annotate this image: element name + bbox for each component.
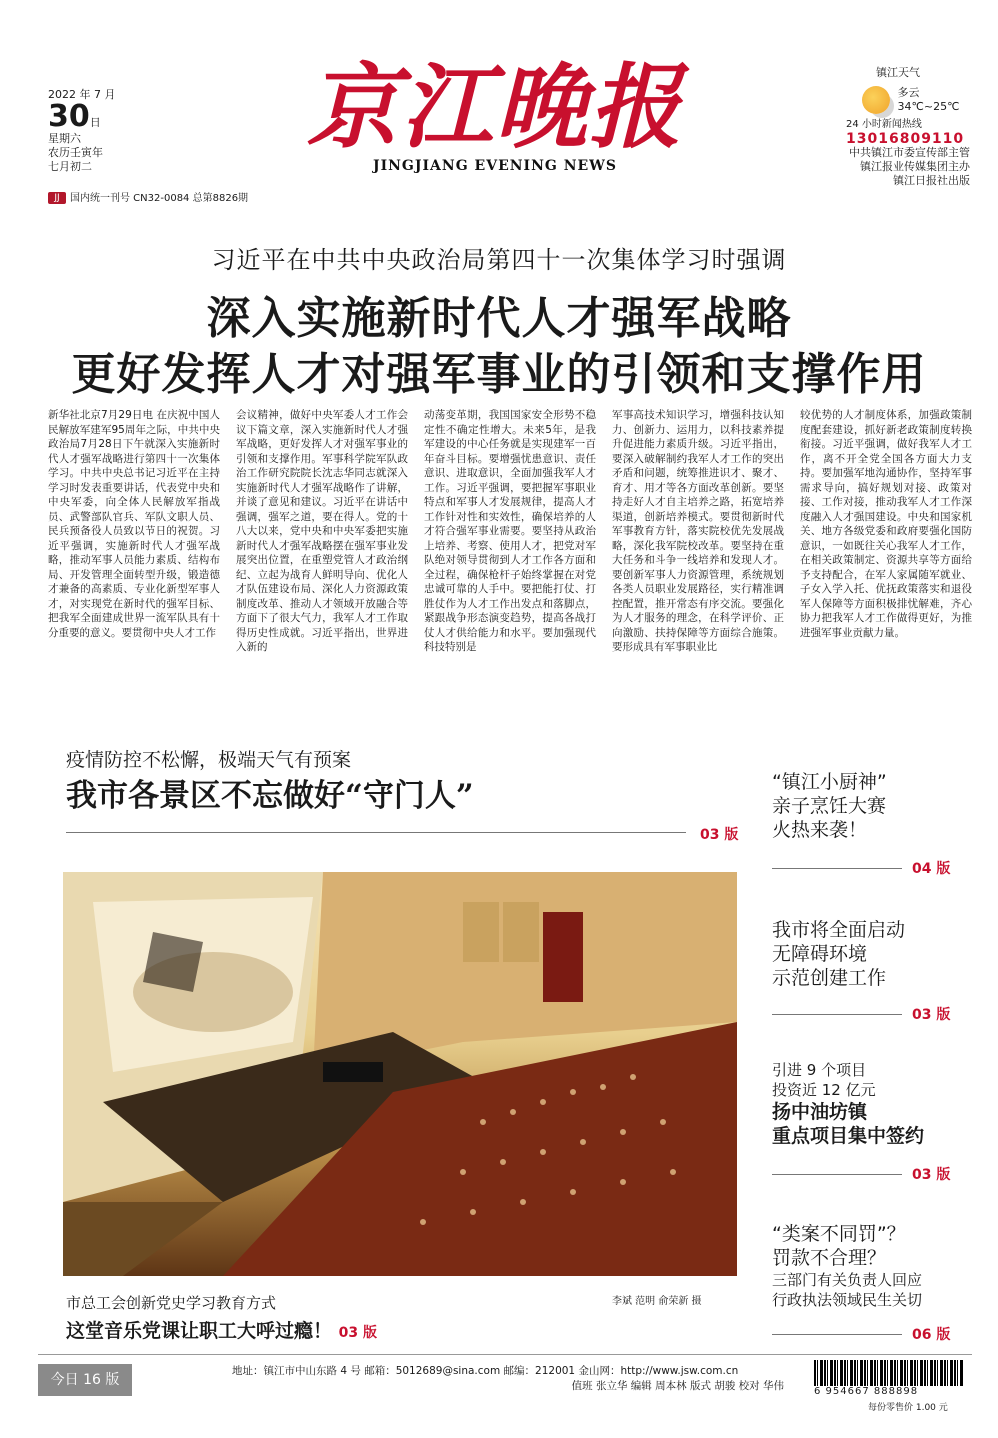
photo-caption-page[interactable]: 03 版 xyxy=(338,1325,377,1341)
lead-column-4 xyxy=(612,408,784,708)
sidebar-rule-4 xyxy=(772,1334,902,1335)
masthead-day-suffix: 日 xyxy=(89,116,101,129)
photo-caption-headline-text: 这堂音乐党课让职工大呼过瘾！ xyxy=(66,1320,333,1342)
weather-temp: 34℃~25℃ xyxy=(897,100,960,113)
lead-column-5-text: 较优势的人才制度体系，加强政策制度配套建设，抓好新老政策制度转换衔接。习近平强调，做好我军人才工作，离不开全党全国各方面大力支持。要加强军地沟通协作，坚持军事需求导向，搞好规划对接、政策对接、工作对接，推动我军人才工作深度融入人才强国建设。中央和国家机关、地方各级党委和政府要强化国防意识，一如既往关心我军人才工作，在相关政策制定、资源共享等方面给予支持配合，在军人家属随军就业、子女入学入托、优抚政策落实和退役军人保障等方面积极排忧解难，齐心协力把我军人才工作做得更好，为推进强军事业贡献力量。 xyxy=(800,409,972,639)
sidebar-item-2-line-2: 无障碍环境 xyxy=(772,943,868,965)
lead-column-3 xyxy=(424,408,596,708)
sidebar-item-1-page[interactable]: 04 版 xyxy=(912,861,951,877)
footer-address: 地址：镇江市中山东路 4 号 邮箱：5012689@sina.com 邮编：212001 金山网：http://www.jsw.com.cn xyxy=(232,1365,739,1377)
lead-headline-1: 深入实施新时代人才强军战略 xyxy=(206,293,792,344)
sidebar-item-3-page[interactable]: 03 版 xyxy=(912,1167,951,1183)
masthead-weekday: 星期六 xyxy=(48,132,81,145)
sidebar-item-3-sub-2: 投资近 12 亿元 xyxy=(772,1081,876,1099)
sidebar-item-4-sub-1: 三部门有关负责人回应 xyxy=(772,1271,923,1289)
sidebar-item-1-line-1: “镇江小厨神” xyxy=(772,771,887,793)
masthead-info-block xyxy=(810,66,970,188)
sidebar-item-1[interactable] xyxy=(772,770,972,842)
weather-label: 镇江天气 xyxy=(876,66,920,79)
masthead-year-month: 2022 年 7 月 xyxy=(48,88,116,101)
second-story-rule xyxy=(66,832,686,833)
sidebar-item-2-line-1: 我市将全面启动 xyxy=(772,919,906,941)
footer-info xyxy=(232,1364,788,1394)
lead-kicker: 习近平在中共中央政治局第四十一次集体学习时强调 xyxy=(211,246,787,274)
sidebar-item-3[interactable] xyxy=(772,1060,972,1148)
sidebar-item-2-line-3: 示范创建工作 xyxy=(772,967,887,989)
today-pages-badge: 今日 16 版 xyxy=(38,1364,132,1396)
retail-price: 每份零售价 1.00 元 xyxy=(868,1403,948,1413)
sponsor-1: 中共镇江市委宣传部主管 xyxy=(849,146,970,159)
lead-column-1-text: 新华社北京7月29日电 在庆祝中国人民解放军建军95周年之际，中共中央政治局7月28日下午就深入实施新时代人才强军战略进行第四十一次集体学习。中共中央总书记习近平在主持学习时发表重要讲话，代表党中央和中央军委，向全体人民解放军指战员、武警部队官兵、军队文职人员、民兵预备役人员致以节日的祝贺。习近平强调，实施新时代人才强军战略，推动军事人员能力素质、结构布局、开发管理全面转型升级，锻造德才兼备的高素质、专业化新型军事人才，对实现党在新时代的强军目标、把我军全面建成世界一流军队具有十分重要的意义。要贯彻中央人才工作 xyxy=(48,409,220,639)
sidebar-item-3-line-1: 扬中油坊镇 xyxy=(772,1101,868,1123)
photo-caption-headline[interactable] xyxy=(66,1316,377,1343)
sidebar-item-4-sub-2: 行政执法领域民生关切 xyxy=(772,1291,923,1309)
lead-column-1 xyxy=(48,408,220,708)
sidebar-item-4-page[interactable]: 06 版 xyxy=(912,1327,951,1343)
weather-desc: 多云 xyxy=(897,86,920,99)
sidebar-item-2-page[interactable]: 03 版 xyxy=(912,1007,951,1023)
newspaper-logo-icon: JJ xyxy=(48,192,66,204)
photo-caption-kicker: 市总工会创新党史学习教育方式 xyxy=(66,1294,277,1312)
masthead-lunar-date: 七月初二 xyxy=(48,160,92,173)
concert-hall-photo xyxy=(63,872,737,1276)
photo-credit: 李斌 范明 俞荣新 摄 xyxy=(612,1296,702,1307)
sidebar-rule-3 xyxy=(772,1174,902,1175)
hotline-number: 13016809110 xyxy=(846,131,965,147)
sidebar-item-4-line-1: “类案不同罚”？ xyxy=(772,1223,906,1245)
masthead-serial xyxy=(48,192,248,206)
footer-staff: 值班 张立华 编辑 周本林 版式 胡骏 校对 华伟 xyxy=(571,1380,784,1392)
sponsor-2: 镇江报业传媒集团主办 xyxy=(860,160,970,173)
lead-column-2-text: 会议精神，做好中央军委人才工作会议下篇文章，深入实施新时代人才强军战略，更好发挥人才对强军事业的引领和支撑作用。军事科学院军队政治工作研究院院长沈志华同志就深入实施新时代人才强军战略作了讲解，并谈了意见和建议。习近平在讲话中强调，强军之道，要在得人。党的十八大以来，党中央和中央军委把实施新时代人才强军战略摆在强军事业发展突出位置，在重塑党管人才政治纲纪、立起为战育人鲜明导向、优化人才队伍建设布局、深化人力资源政策制度改革、推动人才领域开放融合等方面下了很大气力，我军人才工作取得历史性成就。习近平指出，世界进入新的 xyxy=(236,409,408,653)
barcode-number: 6 954667 888898 xyxy=(814,1386,919,1397)
sidebar-item-4[interactable] xyxy=(772,1222,972,1310)
hotline-label: 24 小时新闻热线 xyxy=(846,119,922,130)
second-story-headline[interactable]: 我市各景区不忘做好“守门人” xyxy=(66,778,474,814)
footer-rule xyxy=(38,1354,972,1355)
sidebar-item-2[interactable] xyxy=(772,918,972,990)
lead-column-2 xyxy=(236,408,408,708)
masthead-day: 30 xyxy=(48,99,90,134)
sidebar-item-1-line-2: 亲子烹饪大赛 xyxy=(772,795,887,817)
sidebar-rule-2 xyxy=(772,1014,902,1015)
sidebar-item-4-line-2: 罚款不合理？ xyxy=(772,1247,887,1269)
masthead-title-cn: 京江晚报 xyxy=(306,53,683,161)
masthead-title-en: JINGJIANG EVENING NEWS xyxy=(372,158,618,174)
second-story-kicker: 疫情防控不松懈，极端天气有预案 xyxy=(66,749,352,771)
lead-article xyxy=(48,408,972,708)
masthead-serial-text: 国内统一刊号 CN32-0084 总第8826期 xyxy=(70,193,249,204)
sidebar-item-3-line-2: 重点项目集中签约 xyxy=(772,1125,925,1147)
barcode-icon xyxy=(814,1360,964,1386)
sidebar-item-1-line-3: 火热来袭！ xyxy=(772,819,868,841)
masthead-lunar-year: 农历壬寅年 xyxy=(48,146,103,159)
lead-column-4-text: 军事高技术知识学习，增强科技认知力、创新力、运用力，以科技素养提升促进能力素质升级。习近平指出，要深入破解制约我军人才工作的突出矛盾和问题，统筹推进识才、聚才、育才、用才等各方面改革创新。要坚持走好人才自主培养之路，拓宽培养渠道，创新培养模式。要贯彻新时代军事教育方针，落实院校优先发展战略，深化我军院校改革。要坚持在重大任务和斗争一线培养和发现人才。要创新军事人力资源管理，系统规划各类人员职业发展路径，实行精准调控配置，推开常态有序交流。要强化为人才服务的理念，在科学评价、正向激励、扶持保障等方面综合施策。要形成具有军事职业比 xyxy=(612,409,784,653)
masthead-title-block xyxy=(295,52,695,202)
concert-hall-illustration xyxy=(63,872,737,1276)
lead-column-5 xyxy=(800,408,972,708)
sidebar-rule-1 xyxy=(772,868,902,869)
lead-column-3-text: 动荡变革期，我国国家安全形势不稳定性不确定性增大。未来5年，是我军建设的中心任务就是实现建军一百年奋斗目标。要增强忧患意识、责任意识、进取意识，全面加强我军人才工作。习近平强调，要把握军事职业特点和军事人才发展规律，提高人才工作针对性和实效性，确保培养的人才符合强军事业需要。要坚持从政治上培养、考察、使用人才，把党对军队绝对领导贯彻到人才工作各方面和全过程，确保枪杆子始终掌握在对党忠诚可靠的人手中。要把能打仗、打胜仗作为人才工作出发点和落脚点，紧跟战争形态演变趋势，提高各战打仗人才供给能力和水平。要加强现代科技特别是 xyxy=(424,409,596,653)
masthead-date-block xyxy=(48,88,288,204)
sponsor-3: 镇江日报社出版 xyxy=(893,174,970,187)
sidebar-item-3-sub-1: 引进 9 个项目 xyxy=(772,1061,867,1079)
lead-headline-2: 更好发挥人才对强军事业的引领和支撑作用 xyxy=(71,349,927,400)
partly-cloudy-icon xyxy=(862,86,890,114)
second-story-page[interactable]: 03 版 xyxy=(700,827,739,843)
